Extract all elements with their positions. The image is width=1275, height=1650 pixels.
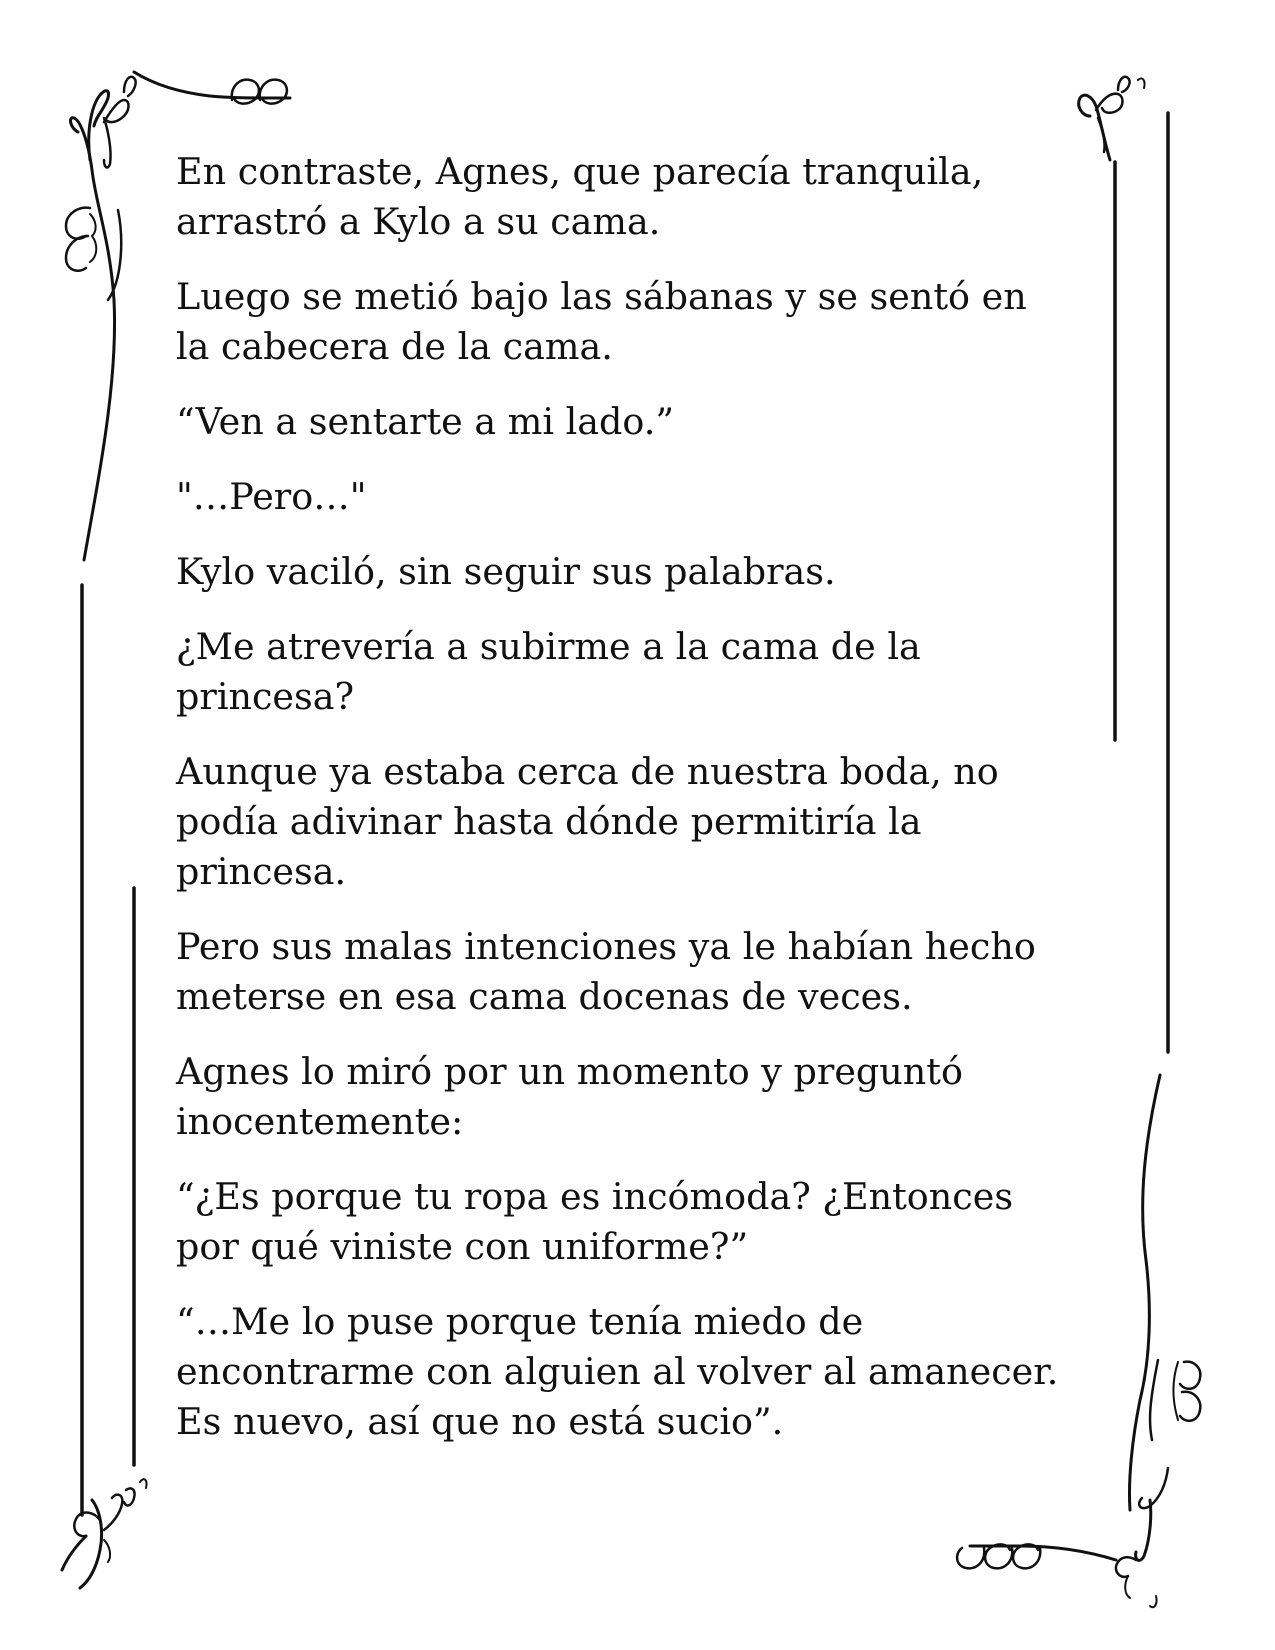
text-line: Luego se metió bajo las sábanas y se sentó en: [176, 275, 1027, 318]
text-line: por qué viniste con uniforme?”: [176, 1225, 749, 1268]
text-line: Es nuevo, así que no está sucio”.: [176, 1400, 784, 1443]
text-line: “Ven a sentarte a mi lado.”: [176, 400, 674, 443]
text-line: Agnes lo miró por un momento y preguntó: [176, 1050, 963, 1093]
text-line: Aunque ya estaba cerca de nuestra boda, no: [176, 750, 999, 793]
paragraph: [176, 397, 1106, 447]
paragraph: [176, 622, 1106, 722]
text-line: princesa?: [176, 675, 355, 718]
text-line: podía adivinar hasta dónde permitiría la: [176, 800, 922, 843]
text-line: “…Me lo puse porque tenía miedo de: [176, 1300, 864, 1343]
text-line: "…Pero…": [176, 475, 367, 518]
text-line: encontrarme con alguien al volver al amanecer.: [176, 1350, 1059, 1393]
body-text: [176, 147, 1106, 1472]
paragraph: [176, 922, 1106, 1022]
paragraph: [176, 747, 1106, 897]
text-line: arrastró a Kylo a su cama.: [176, 200, 661, 243]
text-line: ¿Me atrevería a subirme a la cama de la: [176, 625, 921, 668]
paragraph: [176, 1172, 1106, 1272]
paragraph: [176, 1297, 1106, 1447]
paragraph: [176, 1047, 1106, 1147]
text-line: inocentemente:: [176, 1100, 464, 1143]
paragraph: [176, 472, 1106, 522]
text-line: meterse en esa cama docenas de veces.: [176, 975, 913, 1018]
paragraph: [176, 547, 1106, 597]
text-line: En contraste, Agnes, que parecía tranquila,: [176, 150, 984, 193]
paragraph: [176, 147, 1106, 247]
text-line: “¿Es porque tu ropa es incómoda? ¿Entonces: [176, 1175, 1014, 1218]
paragraph: [176, 272, 1106, 372]
text-line: Pero sus malas intenciones ya le habían hecho: [176, 925, 1036, 968]
text-line: princesa.: [176, 850, 347, 893]
text-line: Kylo vaciló, sin seguir sus palabras.: [176, 550, 836, 593]
flourish-bottom-left: [62, 1479, 147, 1588]
text-line: la cabecera de la cama.: [176, 325, 613, 368]
